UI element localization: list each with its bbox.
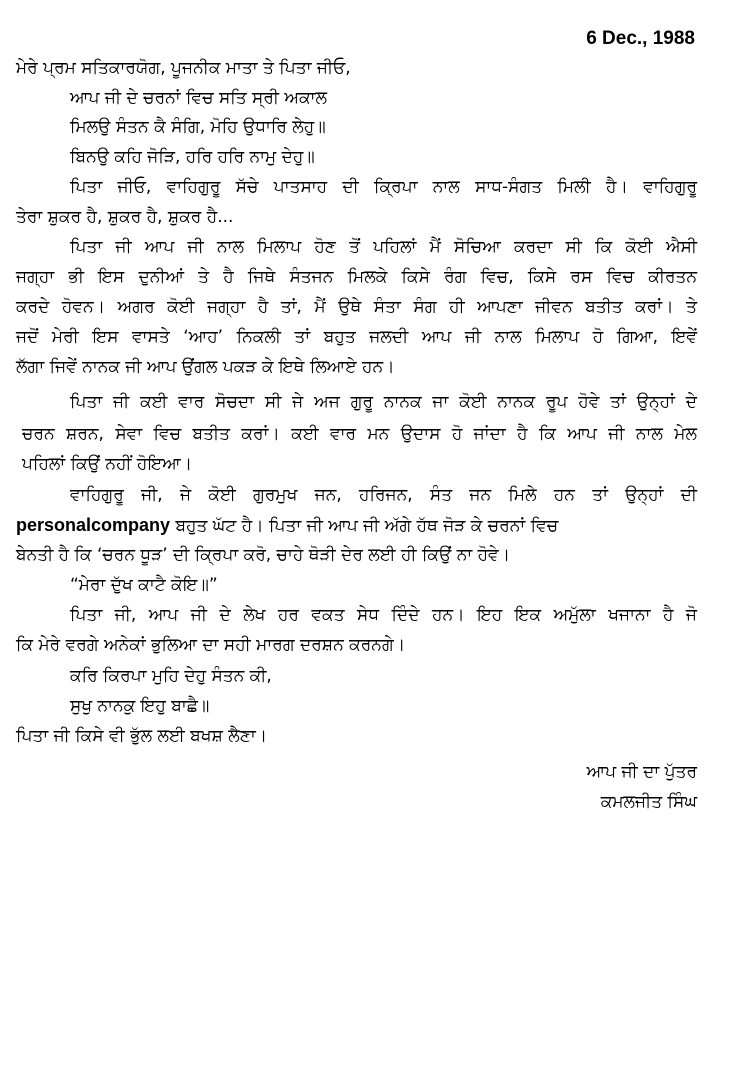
paragraph-line: ਚਰਨ ਸ਼ਰਨ, ਸੇਵਾ ਵਿਚ ਬਤੀਤ ਕਰਾਂ। ਕਈ ਵਾਰ ਮਨ ਉਦਾਸ ਹੋ ਜਾਂਦਾ ਹੈ ਕਿ ਆਪ ਜੀ ਨਾਲ ਮੇਲ xyxy=(22,424,697,444)
letter-date: 6 Dec., 1988 xyxy=(586,28,695,49)
paragraph-text: ਬਹੁਤ ਘੱਟ ਹੈ। ਪਿਤਾ ਜੀ ਆਪ ਜੀ ਅੱਗੇ ਹੱਥ ਜੋੜ ਕੇ ਚਰਨਾਂ ਵਿਚ xyxy=(170,516,559,536)
paragraph-line: ਤੇਰਾ ਸ਼ੁਕਰ ਹੈ, ਸ਼ੁਕਰ ਹੈ, ਸ਼ੁਕਰ ਹੈ... xyxy=(16,207,234,227)
verse-line: ਬਿਨਉ ਕਹਿ ਜੋੜਿ, ਹਰਿ ਹਰਿ ਨਾਮੁ ਦੇਹੁ॥ xyxy=(70,147,315,167)
paragraph-line: ਪਿਤਾ ਜੀ, ਆਪ ਜੀ ਦੇ ਲੇਖ ਹਰ ਵਕਤ ਸੇਧ ਦਿੰਦੇ ਹਨ। ਇਹ ਇਕ ਅਮੁੱਲਾ ਖਜਾਨਾ ਹੈ ਜੋ xyxy=(70,605,697,625)
paragraph-line: ਪਿਤਾ ਜੀ ਆਪ ਜੀ ਨਾਲ ਮਿਲਾਪ ਹੋਣ ਤੋਂ ਪਹਿਲਾਂ ਮੈਂ ਸੋਚਿਆ ਕਰਦਾ ਸੀ ਕਿ ਕੋਈ ਐਸੀ xyxy=(70,237,697,257)
english-word: personalcompany xyxy=(16,515,171,535)
paragraph-line: ਲੱਗਾ ਜਿਵੇਂ ਨਾਨਕ ਜੀ ਆਪ ਉਂਗਲ ਪਕੜ ਕੇ ਇਥੇ ਲਿਆਏ ਹਨ। xyxy=(16,357,395,377)
paragraph-line: ਪਿਤਾ ਜੀਓ, ਵਾਹਿਗੁਰੂ ਸੱਚੇ ਪਾਤਸਾਹ ਦੀ ਕ੍ਰਿਪਾ ਨਾਲ ਸਾਧ-ਸੰਗਤ ਮਿਲੀ ਹੈ। ਵਾਹਿਗੁਰੂ xyxy=(70,177,697,197)
paragraph-line: ਜਗ੍ਹਾ ਭੀ ਇਸ ਦੁਨੀਆਂ ਤੇ ਹੈ ਜਿਥੇ ਸੰਤਜਨ ਮਿਲਕੇ ਕਿਸੇ ਰੰਗ ਵਿਚ, ਕਿਸੇ ਰਸ ਵਿਚ ਕੀਰਤਨ xyxy=(16,267,697,287)
verse-line: ਮਿਲਉ ਸੰਤਨ ਕੈ ਸੰਗਿ, ਮੋਹਿ ਉਧਾਰਿ ਲੇਹੁ॥ xyxy=(70,117,326,137)
paragraph-line: ਪਿਤਾ ਜੀ ਕਈ ਵਾਰ ਸੋਚਦਾ ਸੀ ਜੇ ਅਜ ਗੁਰੂ ਨਾਨਕ ਜਾ ਕੋਈ ਨਾਨਕ ਰੂਪ ਹੋਵੇ ਤਾਂ ਉਨ੍ਹਾਂ ਦੇ xyxy=(70,392,697,412)
quote-line: “ਮੇਰਾ ਦੁੱਖ ਕਾਟੈ ਕੋਇ॥” xyxy=(70,575,218,595)
signature-name: ਕਮਲਜੀਤ ਸਿੰਘ xyxy=(600,792,697,812)
greeting: ਮੇਰੇ ਪ੍ਰਮ ਸਤਿਕਾਰਯੋਗ, ਪੂਜਨੀਕ ਮਾਤਾ ਤੇ ਪਿਤਾ ਜੀਓ, xyxy=(16,58,351,78)
paragraph-line: ਜਦੋਂ ਮੇਰੀ ਇਸ ਵਾਸਤੇ ‘ਆਹ’ ਨਿਕਲੀ ਤਾਂ ਬਹੁਤ ਜਲਦੀ ਆਪ ਜੀ ਨਾਲ ਮਿਲਾਪ ਹੋ ਗਿਆ, ਇਵੇਂ xyxy=(16,327,697,347)
paragraph-line: ਵਾਹਿਗੁਰੂ ਜੀ, ਜੇ ਕੋਈ ਗੁਰਮੁਖ ਜਨ, ਹਰਿਜਨ, ਸੰਤ ਜਨ ਮਿਲੇ ਹਨ ਤਾਂ ਉਨ੍ਹਾਂ ਦੀ xyxy=(70,485,697,505)
paragraph-line: ਕਿ ਮੇਰੇ ਵਰਗੇ ਅਨੇਕਾਂ ਭੁਲਿਆ ਦਾ ਸਹੀ ਮਾਰਗ ਦਰਸ਼ਨ ਕਰਨਗੇ। xyxy=(16,635,406,655)
verse-line: ਸੁਖੁ ਨਾਨਕੁ ਇਹੁ ਬਾਛੈ॥ xyxy=(70,696,210,716)
paragraph-line: ਪਹਿਲਾਂ ਕਿਉਂ ਨਹੀਂ ਹੋਇਆ। xyxy=(22,454,193,474)
verse-line: ਕਰਿ ਕਿਰਪਾ ਮੁਹਿ ਦੇਹੁ ਸੰਤਨ ਕੀ, xyxy=(70,666,272,686)
paragraph-line xyxy=(16,513,697,538)
signoff: ਆਪ ਜੀ ਦਾ ਪੁੱਤਰ xyxy=(586,762,697,782)
paragraph-line: ਬੇਨਤੀ ਹੈ ਕਿ ‘ਚਰਨ ਧੂੜ’ ਦੀ ਕ੍ਰਿਪਾ ਕਰੋ, ਚਾਹੇ ਥੋੜੀ ਦੇਰ ਲਈ ਹੀ ਕਿਉਂ ਨਾ ਹੋਵੇ। xyxy=(16,545,511,565)
paragraph-line: ਕਰਦੇ ਹੋਵਨ। ਅਗਰ ਕੋਈ ਜਗ੍ਹਾ ਹੈ ਤਾਂ, ਮੈਂ ਉਥੇ ਸੰਤਾ ਸੰਗ ਹੀ ਆਪਣਾ ਜੀਵਨ ਬਤੀਤ ਕਰਾਂ। ਤੇ xyxy=(16,297,697,317)
closing-line: ਪਿਤਾ ਜੀ ਕਿਸੇ ਵੀ ਭੁੱਲ ਲਈ ਬਖਸ਼ ਲੈਣਾ। xyxy=(16,726,268,746)
salutation: ਆਪ ਜੀ ਦੇ ਚਰਨਾਂ ਵਿਚ ਸਤਿ ਸ੍ਰੀ ਅਕਾਲ xyxy=(70,88,327,108)
